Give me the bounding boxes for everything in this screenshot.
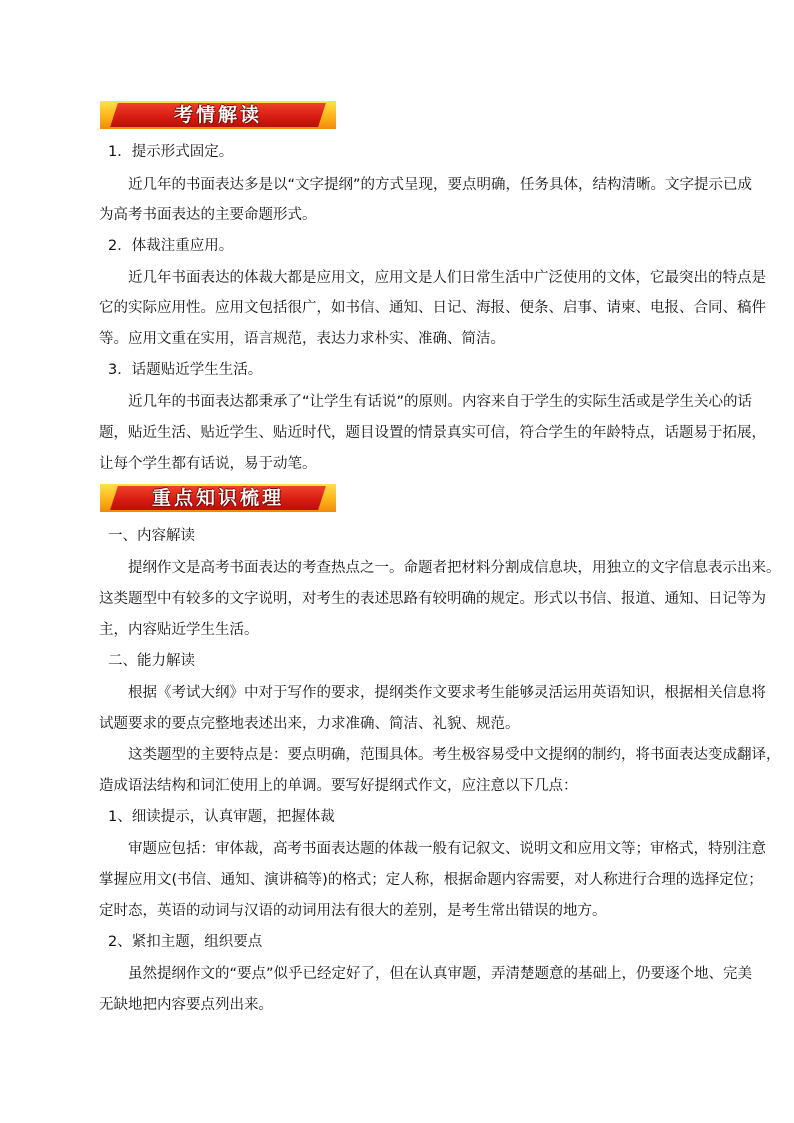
paragraph-line: 虽然提纲作文的“要点”似乎已经定好了，但在认真审题，弄清楚题意的基础上，仍要逐个地、完美 [128,966,753,982]
heading-tip-1: 1、细读提示，认真审题，把握体裁 [108,809,335,825]
paragraph-line: 定时态，英语的动词与汉语的动词用法有很大的差别，是考生常出错误的地方。 [99,903,607,919]
paragraph-line: 为高考书面表达的主要命题形式。 [99,207,317,223]
paragraph-line: 提纲作文是高考书面表达的考查热点之一。命题者把材料分割成信息块，用独立的文字信息表示出来。 [128,560,781,576]
banner-title: 考情解读 [173,104,262,126]
section-banner-exam-analysis [100,101,336,129]
paragraph-line: 这类题型的主要特点是：要点明确，范围具体。考生极容易受中文提纲的制约，将书面表达变成翻译， [128,747,781,763]
paragraph-line: 让每个学生都有话说，易于动笔。 [99,456,317,472]
paragraph-line: 审题应包括：审体裁，高考书面表达题的体裁一般有记叙文、说明文和应用文等；审格式，特别注意 [128,841,766,857]
paragraph-line: 主，内容贴近学生生活。 [99,622,259,638]
paragraph-line: 近几年的书面表达都秉承了“让学生有话说”的原则。内容来自于学生的实际生活或是学生关心的话 [128,394,753,410]
paragraph-line: 近几年的书面表达多是以“文字提纲”的方式呈现，要点明确，任务具体，结构清晰。文字提示已成 [128,177,753,193]
paragraph-line: 造成语法结构和词汇使用上的单调。要写好提纲式作文，应注意以下几点： [99,778,578,794]
banner-title: 重点知识梳理 [151,487,284,509]
paragraph-line: 它的实际应用性。应用文包括很广，如书信、通知、日记、海报、便条、启事、请柬、电报、合同、稿件 [99,300,766,316]
heading-point-1: 1．提示形式固定。 [108,144,234,160]
heading-content-analysis: 一、内容解读 [108,528,195,544]
paragraph-line: 近几年书面表达的体裁大都是应用文，应用文是人们日常生活中广泛使用的文体，它最突出的特点是 [128,270,766,286]
heading-ability-analysis: 二、能力解读 [108,653,195,669]
heading-point-3: 3．话题贴近学生生活。 [108,362,263,378]
heading-point-2: 2．体裁注重应用。 [108,238,234,254]
section-banner-key-knowledge [100,484,336,512]
heading-tip-2: 2、紧扣主题，组织要点 [108,934,263,950]
paragraph-line: 试题要求的要点完整地表述出来，力求准确、简洁、礼貌、规范。 [99,716,520,732]
paragraph-line: 掌握应用文(书信、通知、演讲稿等)的格式；定人称，根据命题内容需要，对人称进行合理的选择定位； [99,872,763,888]
paragraph-line: 这类题型中有较多的文字说明，对考生的表述思路有较明确的规定。形式以书信、报道、通知、日记等为 [99,591,766,607]
paragraph-line: 等。应用文重在实用，语言规范，表达力求朴实、准确、简洁。 [99,331,505,347]
paragraph-line: 题，贴近生活、贴近学生、贴近时代，题目设置的情景真实可信，符合学生的年龄特点，话题易于拓展， [99,425,766,441]
paragraph-line: 无缺地把内容要点列出来。 [99,997,273,1013]
paragraph-line: 根据《考试大纲》中对于写作的要求，提纲类作文要求考生能够灵活运用英语知识，根据相关信息将 [128,685,766,701]
